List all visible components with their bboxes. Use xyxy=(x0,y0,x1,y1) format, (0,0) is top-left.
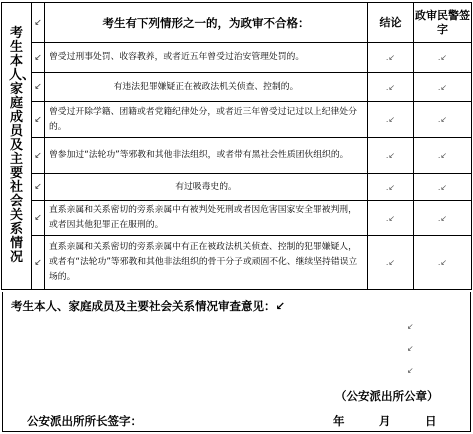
row-mark: ↙ xyxy=(32,174,45,201)
side-label-cell xyxy=(2,3,36,290)
year-label: 年 xyxy=(333,414,345,428)
row-mark: ↙ xyxy=(32,236,45,290)
condition-row-3: 曾受过开除学籍、团籍或者党籍纪律处分，或者近三年曾受过记过以上纪律处分的。 xyxy=(45,102,368,138)
conclusion-cell-6[interactable]: .↙ xyxy=(368,201,414,236)
review-opinion-section[interactable] xyxy=(2,292,471,432)
review-conditions-table xyxy=(1,2,472,290)
conclusion-header: 结论 xyxy=(368,3,414,43)
day-label: 日 xyxy=(425,414,437,428)
row-mark: ↙ xyxy=(32,102,45,138)
review-opinion-title: 考生本人、家庭成员及主要社会关系情况审查意见：↙ xyxy=(11,299,286,313)
conclusion-cell-4[interactable]: .↙ xyxy=(368,138,414,174)
conclusion-cell-2[interactable]: .↙ xyxy=(368,73,414,102)
conclusion-cell-1[interactable]: .↙ xyxy=(368,43,414,73)
signature-cell-4[interactable]: .↙ xyxy=(414,138,472,174)
condition-row-6: 直系亲属和关系密切的旁系亲属中有被判处死刑或者因危害国家安全罪被判刑，或者因其他犯罪正在服刑的。 xyxy=(45,201,368,236)
political-review-form xyxy=(1,2,471,432)
conclusion-cell-5[interactable]: .↙ xyxy=(368,174,414,201)
condition-row-1: 曾受过刑事处罚、收容教养，或者近五年曾受过治安管理处罚的。 xyxy=(45,43,368,73)
side-label: 考生本人、家庭成员及主要社会关系情况 xyxy=(9,26,36,265)
condition-row-4: 曾参加过“法轮功”等邪教和其他非法组织，或者带有黑社会性质团伙组织的。 xyxy=(45,138,368,174)
blank-line-mark: ↙ xyxy=(407,344,414,353)
blank-line-mark: ↙ xyxy=(407,322,414,331)
station-chief-signature-label: 公安派出所所长签字： xyxy=(27,414,142,428)
condition-row-2: 有违法犯罪嫌疑正在被政法机关侦查、控制的。 xyxy=(45,73,368,102)
row-mark: ↙ xyxy=(32,138,45,174)
signature-cell-1[interactable]: .↙ xyxy=(414,43,472,73)
month-label: 月 xyxy=(379,414,391,428)
signature-cell-7[interactable]: .↙ xyxy=(414,236,472,290)
conditions-title: 考生有下列情形之一的，为政审不合格： xyxy=(45,3,368,43)
condition-row-5: 有过吸毒史的。 xyxy=(45,174,368,201)
signature-cell-6[interactable]: .↙ xyxy=(414,201,472,236)
condition-row-7: 直系亲属和关系密切的旁系亲属中有正在被政法机关侦查、控制的犯罪嫌疑人，或者有“法轮功”等邪教和其他非法组织的骨干分子或顽固不化、继续坚持错误立场的。 xyxy=(45,236,368,290)
signature-cell-5[interactable]: .↙ xyxy=(414,174,472,201)
police-station-seal-label: （公安派出所公章） xyxy=(335,389,439,403)
conclusion-cell-3[interactable]: .↙ xyxy=(368,102,414,138)
header-mark: ↙ xyxy=(32,3,45,43)
conclusion-cell-7[interactable]: .↙ xyxy=(368,236,414,290)
signature-cell-2[interactable]: .↙ xyxy=(414,73,472,102)
row-mark: ↙ xyxy=(32,73,45,102)
row-mark: ↙ xyxy=(32,201,45,236)
blank-line-mark: ↙ xyxy=(407,366,414,375)
signature-cell-3[interactable]: .↙ xyxy=(414,102,472,138)
signature-header: 政审民警签字 xyxy=(414,3,472,43)
row-mark: ↙ xyxy=(32,43,45,73)
